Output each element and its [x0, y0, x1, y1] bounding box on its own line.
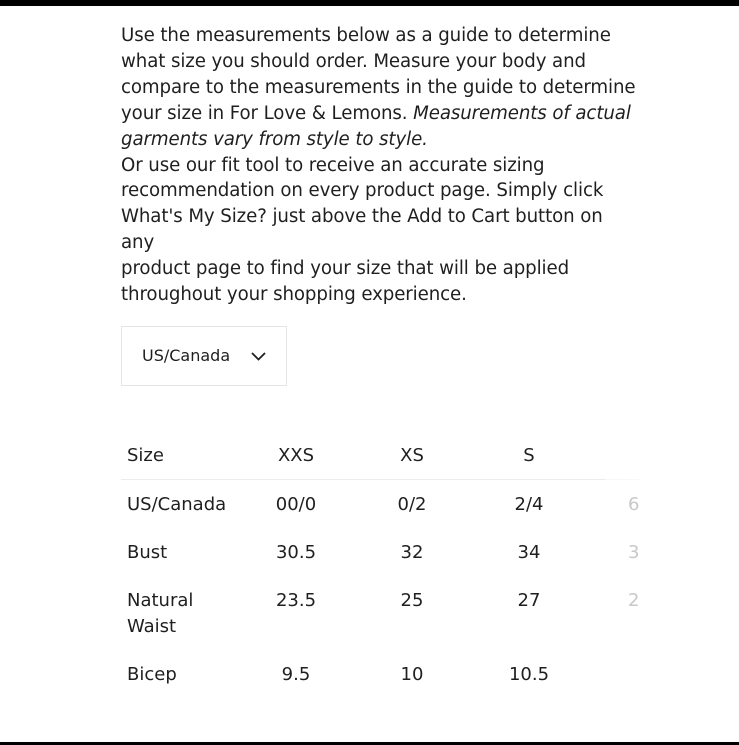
- chevron-down-icon[interactable]: [250, 351, 267, 362]
- intro-line: recommendation on every product page. Simply click: [121, 180, 604, 202]
- size-column-header: Size: [127, 445, 164, 466]
- table-cell: 0/2: [397, 494, 427, 515]
- scroll-fade-overlay: [605, 430, 739, 700]
- row-label-us-canada: US/Canada: [127, 494, 227, 515]
- intro-note: Measurements of actual: [413, 102, 631, 124]
- table-cell: 34: [517, 542, 541, 563]
- size-header-s: S: [523, 445, 535, 466]
- table-cell: 32: [400, 542, 424, 563]
- table-cell: 23.5: [275, 590, 317, 611]
- size-header-xxs: XXS: [277, 445, 315, 466]
- intro-line: compare to the measurements in the guide to determine: [121, 76, 636, 98]
- table-cell: 00/0: [275, 494, 317, 515]
- table-cell: 10: [400, 664, 424, 685]
- intro-line: Use the measurements below as a guide to determine: [121, 25, 611, 46]
- table-cell-partial: 2: [628, 590, 640, 611]
- table-divider: [121, 479, 639, 480]
- size-header-xs: XS: [400, 445, 424, 466]
- table-cell: 25: [400, 590, 424, 611]
- table-cell: 30.5: [275, 542, 317, 563]
- intro-line: What's My Size? just above the Add to Cart button on any: [121, 206, 603, 254]
- row-label-bust: Bust: [127, 542, 168, 563]
- intro-line: [121, 127, 641, 153]
- intro-line: product page to find your size that will be applied: [121, 258, 570, 280]
- intro-line: [121, 101, 641, 127]
- size-guide-intro: [121, 23, 641, 308]
- table-cell: 2/4: [514, 494, 544, 515]
- intro-line: what size you should order. Measure your body and: [121, 50, 586, 72]
- row-label-bicep: Bicep: [127, 664, 177, 685]
- table-cell: 10.5: [508, 664, 550, 685]
- table-cell: 27: [517, 590, 541, 611]
- row-label-natural-waist: Natural: [127, 590, 194, 611]
- table-cell: 9.5: [281, 664, 311, 685]
- intro-line: throughout your shopping experience.: [121, 284, 467, 306]
- table-cell-partial: 3: [628, 542, 640, 563]
- region-select-value: US/Canada: [142, 346, 231, 365]
- intro-note: garments vary from style to style.: [121, 128, 428, 150]
- table-cell-partial: 6: [628, 494, 640, 515]
- top-border: [0, 0, 739, 6]
- intro-line: Or use our fit tool to receive an accurate sizing: [121, 154, 545, 176]
- row-label-natural-waist-line2: Waist: [127, 616, 177, 637]
- intro-text: your size in For Love & Lemons.: [121, 102, 414, 124]
